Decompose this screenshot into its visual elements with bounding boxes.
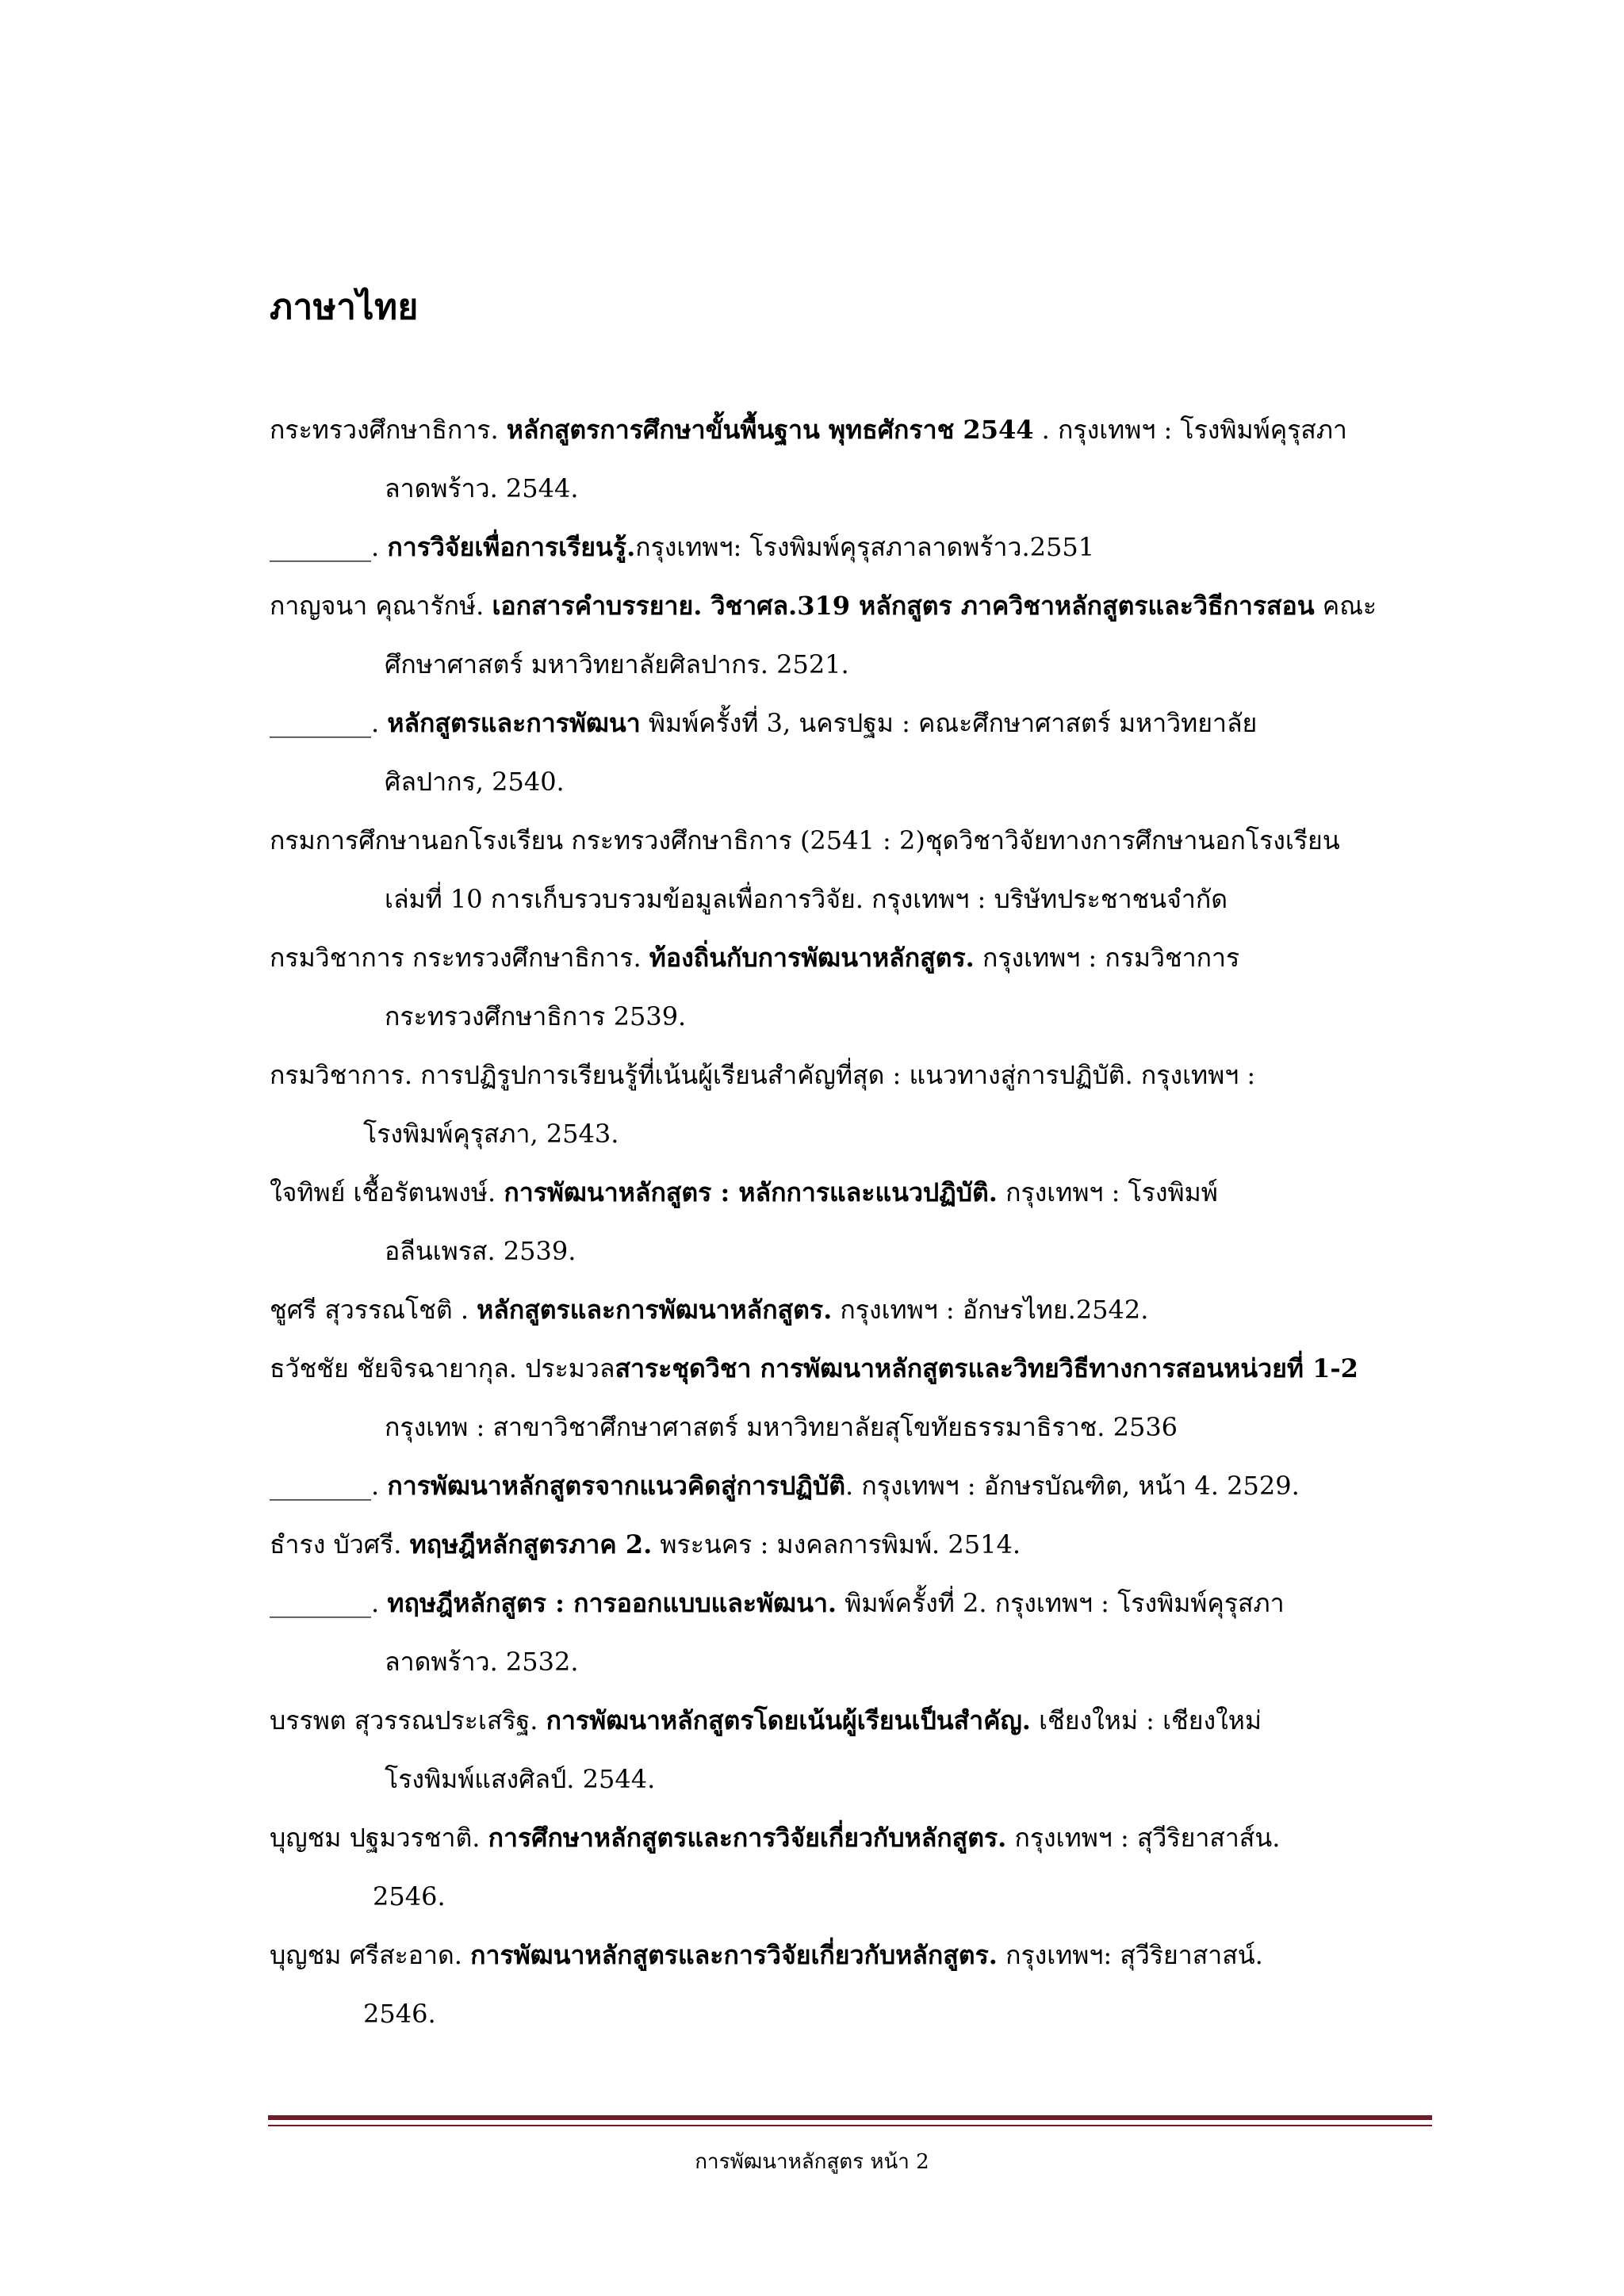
reference-entry [270, 1515, 1427, 1574]
reference-text: ________. [270, 708, 388, 738]
reference-continuation-line [270, 1632, 1427, 1691]
reference-title: เอกสารคำบรรยาย. วิชาศล.319 หลักสูตร ภาควิชาหลักสูตรและวิธีการสอน [492, 591, 1315, 621]
reference-first-line [270, 1163, 1427, 1222]
section-heading: ภาษาไทย [270, 287, 419, 327]
reference-text: ________. [270, 532, 388, 562]
reference-text: โรงพิมพ์แสงศิลป์. 2544. [385, 1764, 656, 1794]
reference-first-line [270, 811, 1427, 870]
reference-entry [270, 1280, 1427, 1339]
reference-continuation-line [270, 870, 1427, 928]
reference-text: กาญจนา คุณารักษ์. [270, 591, 492, 621]
reference-text: ศึกษาศาสตร์ มหาวิทยาลัยศิลปากร. 2521. [385, 649, 849, 679]
reference-text: ธำรง บัวศรี. [270, 1529, 410, 1559]
footer-rule-thin [268, 2125, 1432, 2126]
reference-entry [270, 1691, 1427, 1808]
reference-entry [270, 1163, 1427, 1280]
reference-entry [270, 576, 1427, 694]
reference-entry [270, 518, 1427, 576]
reference-text: ชูศรี สุวรรณโชติ . [270, 1295, 477, 1325]
reference-text: พิมพ์ครั้งที่ 3, นครปฐม : คณะศึกษาศาสตร์ มหาวิทยาลัย [640, 708, 1258, 738]
reference-text: ________. [270, 1471, 388, 1501]
reference-text: ลาดพร้าว. 2544. [385, 473, 579, 503]
reference-text: กรมวิชาการ กระทรวงศึกษาธิการ. [270, 943, 649, 973]
reference-first-line [270, 1280, 1427, 1339]
reference-first-line [270, 518, 1427, 576]
reference-text: ________. [270, 1588, 388, 1618]
reference-text: บรรพต สุวรรณประเสริฐ. [270, 1705, 546, 1735]
reference-text: พิมพ์ครั้งที่ 2. กรุงเทพฯ : โรงพิมพ์คุรุสภา [837, 1588, 1285, 1618]
reference-continuation-line [270, 987, 1427, 1046]
reference-text: กรุงเทพฯ: โรงพิมพ์คุรุสภาลาดพร้าว.2551 [635, 532, 1095, 562]
reference-text: . กรุงเทพฯ : โรงพิมพ์คุรุสภา [1033, 415, 1347, 445]
reference-title: หลักสูตรและการพัฒนาหลักสูตร. [477, 1295, 833, 1325]
reference-first-line [270, 1515, 1427, 1574]
reference-text: 2546. [363, 1999, 436, 2029]
reference-entry [270, 1456, 1427, 1515]
reference-text: กรุงเทพฯ : กรมวิชาการ [974, 943, 1240, 973]
reference-entry [270, 811, 1427, 928]
reference-text: บุญชม ปฐมวรชาติ. [270, 1823, 488, 1853]
reference-first-line [270, 1456, 1427, 1515]
reference-title: ทฤษฎีหลักสูตร : การออกแบบและพัฒนา. [387, 1588, 837, 1618]
reference-text: กรมการศึกษานอกโรงเรียน กระทรวงศึกษาธิการ (2541 : 2)ชุดวิชาวิจัยทางการศึกษานอกโรงเรียน [270, 825, 1340, 855]
reference-text: กรุงเทพฯ : อักษรไทย.2542. [832, 1295, 1149, 1325]
reference-continuation-line [270, 1104, 1427, 1163]
reference-first-line [270, 1926, 1427, 1984]
reference-entry [270, 400, 1427, 518]
reference-text: กรุงเทพฯ : โรงพิมพ์ [997, 1177, 1218, 1207]
reference-entry [270, 1808, 1427, 1926]
reference-title: การพัฒนาหลักสูตรและการวิจัยเกี่ยวกับหลักสูตร. [470, 1940, 998, 1970]
reference-text: โรงพิมพ์คุรุสภา, 2543. [363, 1119, 619, 1149]
reference-text: ธวัชชัย ชัยจิรฉายากุล. ประมวล [270, 1353, 615, 1383]
reference-first-line [270, 1574, 1427, 1632]
reference-text: บุญชม ศรีสะอาด. [270, 1940, 471, 1970]
reference-continuation-line [270, 1984, 1427, 2043]
reference-title: การพัฒนาหลักสูตรโดยเน้นผู้เรียนเป็นสำคัญ. [546, 1705, 1031, 1735]
reference-entry [270, 694, 1427, 811]
reference-entry [270, 928, 1427, 1046]
reference-text: ลาดพร้าว. 2532. [385, 1647, 579, 1677]
reference-continuation-line [270, 1867, 1427, 1926]
reference-first-line [270, 928, 1427, 987]
reference-first-line [270, 694, 1427, 752]
reference-title: หลักสูตรและการพัฒนา [387, 708, 641, 738]
reference-text: กระทรวงศึกษาธิการ 2539. [385, 1001, 687, 1031]
reference-title: ทฤษฎีหลักสูตรภาค 2. [409, 1529, 653, 1559]
reference-text: ศิลปากร, 2540. [385, 767, 565, 797]
reference-entry [270, 1339, 1427, 1456]
reference-title: การวิจัยเพื่อการเรียนรู้. [387, 532, 636, 562]
reference-text: กระทรวงศึกษาธิการ. [270, 415, 507, 445]
reference-continuation-line [270, 1750, 1427, 1808]
reference-text: 2546. [373, 1881, 446, 1911]
reference-first-line [270, 400, 1427, 459]
reference-continuation-line [270, 635, 1427, 694]
reference-text: พระนคร : มงคลการพิมพ์. 2514. [652, 1529, 1021, 1559]
reference-continuation-line [270, 1222, 1427, 1280]
reference-text: กรมวิชาการ. การปฏิรูปการเรียนรู้ที่เน้นผู้เรียนสำคัญที่สุด : แนวทางสู่การปฏิบัติ. กรุงเทพฯ : [270, 1060, 1256, 1090]
reference-title: การศึกษาหลักสูตรและการวิจัยเกี่ยวกับหลักสูตร. [488, 1823, 1007, 1853]
reference-title: สาระชุดวิชา การพัฒนาหลักสูตรและวิทยวิธีทางการสอนหน่วยที่ 1-2 [615, 1353, 1358, 1383]
reference-entry [270, 1046, 1427, 1163]
reference-continuation-line [270, 1398, 1427, 1456]
reference-continuation-line [270, 459, 1427, 518]
reference-text: เชียงใหม่ : เชียงใหม่ [1030, 1705, 1262, 1735]
reference-text: กรุงเทพฯ : สุวีริยาสาส์น. [1006, 1823, 1281, 1853]
reference-title: การพัฒนาหลักสูตร : หลักการและแนวปฏิบัติ. [504, 1177, 998, 1207]
reference-title: หลักสูตรการศึกษาขั้นพื้นฐาน พุทธศักราช 2544 [506, 415, 1034, 445]
reference-title: ท้องถิ่นกับการพัฒนาหลักสูตร. [649, 943, 975, 973]
reference-text: . กรุงเทพฯ : อักษรบัณฑิต, หน้า 4. 2529. [845, 1471, 1300, 1501]
reference-first-line [270, 1691, 1427, 1750]
reference-text: กรุงเทพ : สาขาวิชาศึกษาศาสตร์ มหาวิทยาลัยสุโขทัยธรรมาธิราช. 2536 [385, 1412, 1178, 1442]
reference-first-line [270, 576, 1427, 635]
reference-text: กรุงเทพฯ: สุวีริยาสาสน์. [997, 1940, 1263, 1970]
reference-title: การพัฒนาหลักสูตรจากแนวคิดสู่การปฏิบัติ [387, 1471, 845, 1501]
reference-entry [270, 1926, 1427, 2043]
reference-text: ใจทิพย์ เชื้อรัตนพงษ์. [270, 1177, 504, 1207]
reference-first-line [270, 1339, 1427, 1398]
page-footer: การพัฒนาหลักสูตร หน้า 2 [695, 2150, 929, 2174]
reference-first-line [270, 1808, 1427, 1867]
reference-entry [270, 1574, 1427, 1691]
reference-text: คณะ [1314, 591, 1377, 621]
reference-first-line [270, 1046, 1427, 1104]
reference-text: เล่มที่ 10 การเก็บรวบรวมข้อมูลเพื่อการวิจัย. กรุงเทพฯ : บริษัทประชาชนจำกัด [385, 884, 1228, 914]
footer-rule-thick [268, 2115, 1432, 2120]
reference-text: อลีนเพรส. 2539. [385, 1236, 576, 1266]
reference-list [270, 400, 1427, 2043]
reference-continuation-line [270, 752, 1427, 811]
